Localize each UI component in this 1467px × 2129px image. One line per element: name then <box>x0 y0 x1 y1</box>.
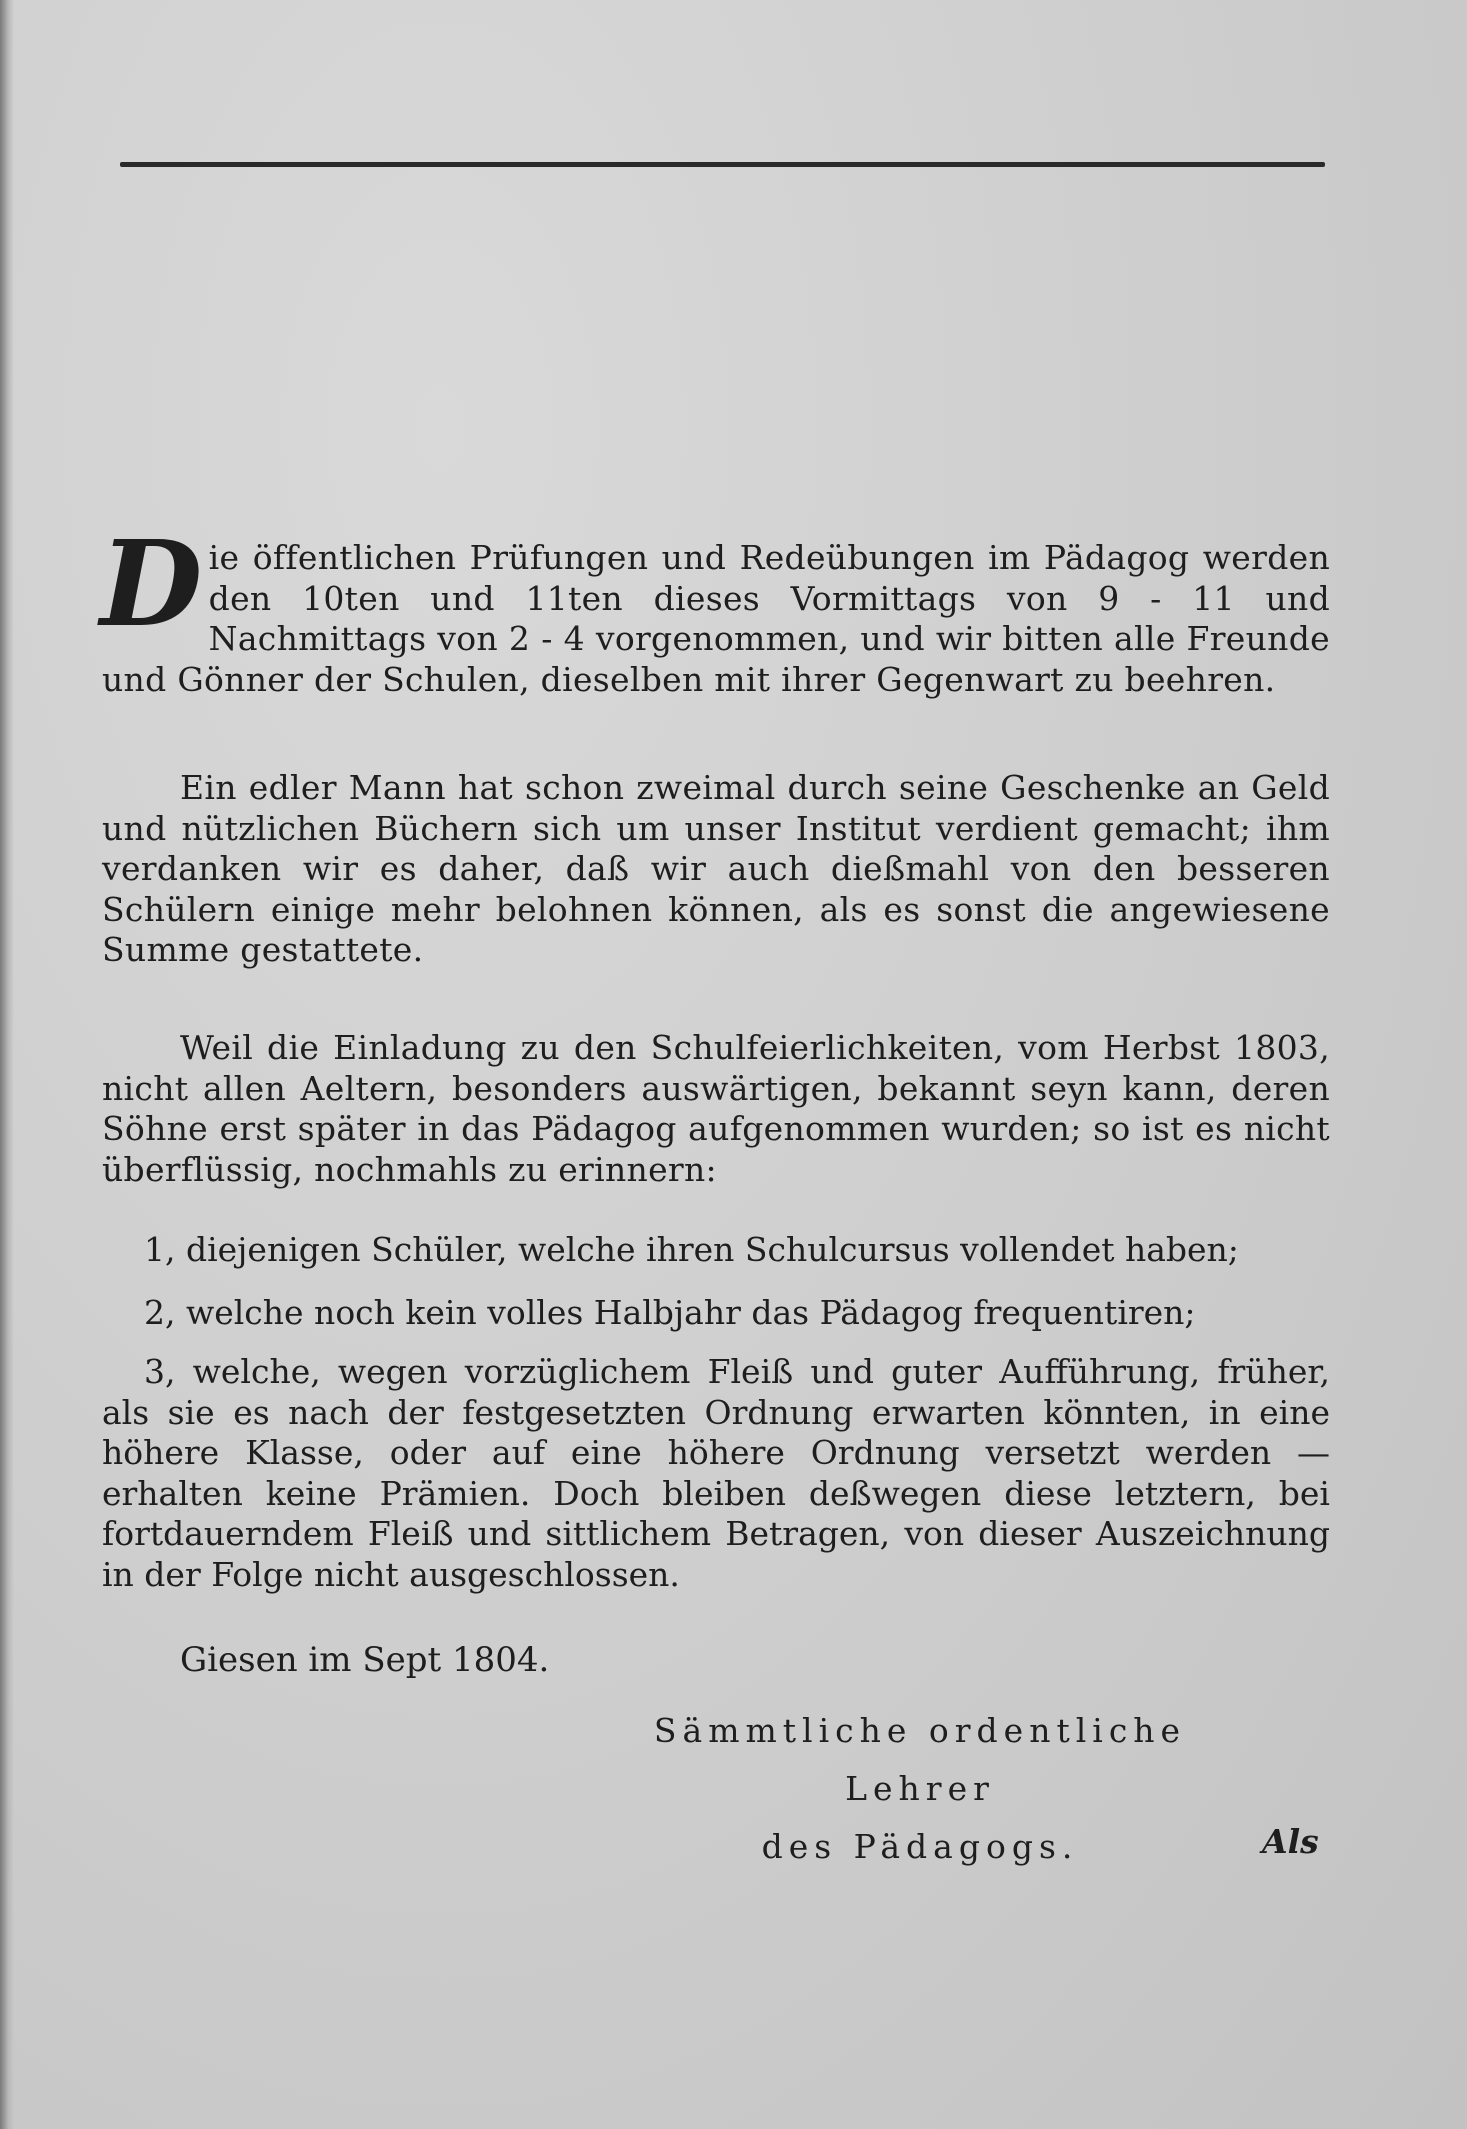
paragraph-reminder: Weil die Einladung zu den Schulfeierlichkeiten, vom Herbst 1803, nicht allen Aeltern, besonders auswärtigen, bekannt seyn kann, deren Söhne erst später in das Pädagog aufgenommen wurden; so ist es nicht überflüssig, nochmahls zu erinnern: <box>102 1028 1330 1189</box>
signature-line: des Pädagogs. <box>761 1827 1079 1866</box>
drop-cap: D <box>100 514 203 653</box>
list-item: 2, welche noch kein volles Halbjahr das Pädagog frequentiren; <box>144 1293 1196 1332</box>
page-edge-shadow <box>0 0 14 2129</box>
signature-line: Sämmtliche ordentliche Lehrer <box>653 1711 1187 1808</box>
place-date: Giesen im Sept 1804. <box>180 1640 550 1680</box>
signature <box>580 1702 1260 1876</box>
paragraph-announcement <box>100 514 1330 700</box>
paragraph-donor: Ein edler Mann hat schon zweimal durch seine Geschenke an Geld und nützlichen Büchern sich um unser Institut verdient gemacht; ihm verdanken wir es daher, daß wir auch dießmahl von den besseren Schülern einige mehr belohnen können, als es sonst die angewiesene Summe gestattete. <box>102 768 1330 969</box>
catchword: Als <box>1262 1822 1319 1861</box>
paragraph-announcement-text: ie öffentlichen Prüfungen und Redeübungen im Pädagog werden den 10ten und 11ten dieses Vormittags von 9 - 11 und Nachmittags von 2 - 4 vorgenommen, und wir bitten alle Freunde und Gönner der Schulen, dieselben mit ihrer Gegenwart zu beehren. <box>102 538 1330 699</box>
header-rule <box>120 162 1325 167</box>
list-item: 1, diejenigen Schüler, welche ihren Schulcursus vollendet haben; <box>144 1230 1239 1269</box>
list-item: 3, welche, wegen vorzüglichem Fleiß und guter Aufführung, früher, als sie es nach der festgesetzten Ordnung erwarten könnten, in eine höhere Klasse, oder auf eine höhere Ordnung versetzt werden — erhalten keine Prämien. Doch bleiben deßwegen diese letztern, bei fortdauerndem Fleiß und sittlichem Betragen, von dieser Auszeichnung in der Folge nicht ausgeschlossen. <box>102 1352 1330 1594</box>
